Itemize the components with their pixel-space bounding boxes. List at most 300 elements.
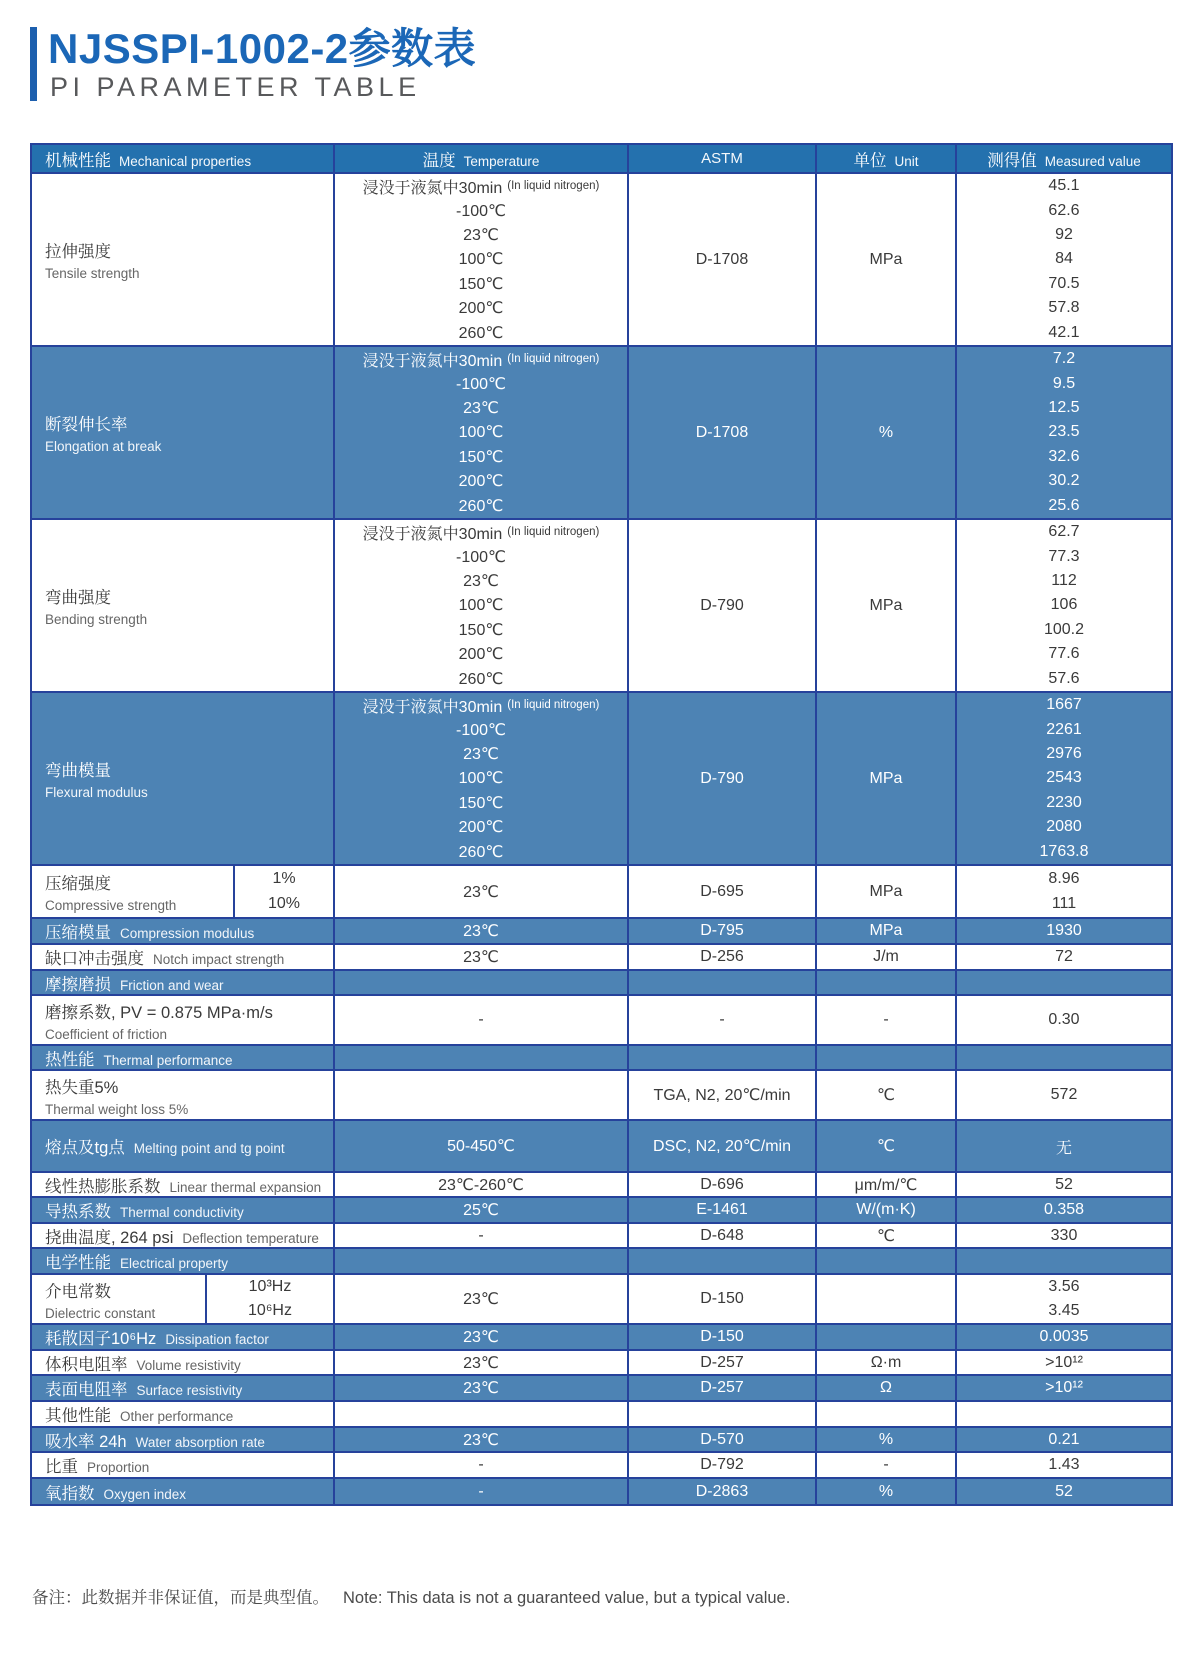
unit-cell (817, 174, 957, 345)
property-cell (32, 971, 335, 994)
measured-value: 3.45 (1048, 1302, 1080, 1319)
measured-value: 3.56 (1048, 1278, 1080, 1295)
property-name-en: Melting point and tg point (133, 1141, 285, 1156)
temperature-line (335, 1351, 627, 1374)
temperature-value: 150℃ (458, 448, 504, 466)
measured-value-cell (957, 1275, 1171, 1323)
property-cell (32, 1249, 335, 1273)
header-zh: 单位 (853, 151, 887, 170)
property-label (45, 1046, 233, 1069)
row-proportion (32, 1453, 1171, 1479)
measured-value: 8.96 (1048, 869, 1080, 887)
temperature-value: 260℃ (458, 497, 504, 515)
astm-value: D-696 (700, 1175, 744, 1193)
temperature-cell (335, 945, 629, 969)
measured-value: 106 (1050, 596, 1078, 614)
measured-value: 32.6 (1048, 447, 1080, 465)
row-linear-thermal-expansion (32, 1173, 1171, 1198)
measured-value: 92 (1055, 226, 1073, 244)
astm-value: D-648 (700, 1226, 744, 1244)
property-name-en: Oxygen index (103, 1486, 187, 1502)
row-coefficient-of-friction (32, 996, 1171, 1046)
temperature-cell (335, 1479, 629, 1504)
unit-value: MPa (869, 922, 903, 939)
property-label (45, 1428, 265, 1451)
temperature-line (335, 420, 627, 444)
property-label (45, 1173, 321, 1196)
row-thermal-conductivity (32, 1198, 1171, 1224)
header-cell-temperature (335, 145, 629, 172)
temperature-value: 200℃ (458, 819, 504, 837)
measured-value: 57.8 (1048, 299, 1080, 317)
temperature-cell (335, 1376, 629, 1400)
row-dissipation-factor (32, 1325, 1171, 1351)
property-cell (32, 1071, 335, 1119)
measured-value: 77.6 (1048, 645, 1080, 663)
temperature-line (335, 544, 627, 568)
property-name-zh: 挠曲温度, 264 psi (45, 1228, 174, 1247)
unit-cell (817, 1402, 957, 1426)
temperature-line (335, 469, 627, 493)
unit-value: - (883, 1456, 889, 1473)
property-cell (32, 1046, 335, 1069)
measured-value: 62.6 (1048, 201, 1080, 219)
sub-condition-value: 1% (272, 869, 296, 887)
property-label (45, 1453, 149, 1477)
astm-value: - (719, 1011, 725, 1028)
temperature-line (335, 667, 627, 691)
temperature-line (335, 321, 627, 345)
row-melting-point (32, 1121, 1171, 1173)
astm-value: D-792 (700, 1456, 744, 1473)
row-section-friction-and-wear (32, 971, 1171, 996)
property-label (45, 1351, 241, 1374)
property-label (45, 1376, 242, 1400)
temperature-line (335, 742, 627, 766)
property-name-zh: 介电常数 (45, 1282, 111, 1301)
footer-note-en: Note: This data is not a guaranteed value, but a typical value. (343, 1589, 791, 1607)
property-label (45, 1224, 319, 1247)
measured-value: 9.5 (1052, 374, 1076, 392)
temperature-value: -100℃ (456, 375, 506, 393)
temperature-cell (335, 1224, 629, 1247)
property-name-en: Compressive strength (45, 898, 177, 913)
measured-value: 2230 (1046, 793, 1082, 811)
temperature-cell (335, 347, 629, 518)
property-cell (32, 1402, 335, 1426)
temperature-cell (335, 1198, 629, 1222)
temperature-line (335, 717, 627, 741)
property-name-zh: 缺口冲击强度 (45, 950, 144, 968)
property-name-zh: 体积电阻率 (45, 1355, 128, 1374)
temperature-value: 200℃ (458, 300, 504, 318)
unit-value: μm/m/℃ (854, 1176, 918, 1194)
parameter-table (30, 143, 1173, 1506)
temperature-line (335, 1325, 627, 1349)
property-name-en: Electrical property (120, 1256, 229, 1271)
temperature-line (335, 1275, 627, 1323)
row-surface-resistivity (32, 1376, 1171, 1402)
measured-value-cell (957, 866, 1171, 917)
astm-cell (629, 945, 817, 969)
astm-value: D-257 (700, 1353, 744, 1371)
temperature-value: 23℃ (463, 949, 499, 966)
temperature-line (335, 396, 627, 420)
temperature-line (335, 174, 627, 198)
sub-condition-column (207, 1275, 333, 1323)
title-texts (48, 27, 476, 101)
temperature-value: 23℃ (463, 1354, 499, 1372)
measured-value-cell (957, 1428, 1171, 1451)
astm-cell (629, 1376, 817, 1400)
footer-note (32, 1584, 790, 1608)
unit-value: J/m (873, 948, 899, 965)
page-subtitle: PI PARAMETER TABLE (50, 72, 421, 103)
measured-value: 52 (1055, 1482, 1073, 1500)
property-cell (32, 1428, 335, 1451)
temperature-cell (335, 996, 629, 1044)
unit-cell (817, 1479, 957, 1504)
temperature-line (335, 247, 627, 271)
astm-value: D-790 (700, 769, 744, 787)
measured-value: 57.6 (1048, 669, 1080, 687)
temperature-value: 23℃ (463, 227, 499, 245)
property-name-zh: 热性能 (45, 1050, 95, 1069)
temperature-cell (335, 1402, 629, 1426)
property-cell (32, 174, 335, 345)
property-cell (32, 996, 335, 1044)
temperature-line (335, 1173, 627, 1196)
temperature-line (335, 371, 627, 395)
unit-cell (817, 919, 957, 943)
temperature-value: 23℃ (463, 923, 499, 940)
property-cell (32, 1351, 335, 1374)
temperature-value: 23℃ (463, 746, 499, 764)
property-name-zh: 压缩模量 (45, 924, 111, 942)
astm-value: D-570 (700, 1430, 744, 1448)
unit-value: MPa (869, 250, 903, 268)
footer-note-zh: 备注：此数据并非保证值，而是典型值。 (32, 1589, 329, 1607)
measured-value: >10¹² (1045, 1379, 1083, 1396)
astm-cell (629, 1402, 817, 1426)
temperature-cell (335, 1046, 629, 1069)
measured-value-cell (957, 1046, 1171, 1069)
property-name-en: Bending strength (45, 612, 148, 627)
unit-cell (817, 1325, 957, 1349)
header-zh: 机械性能 (45, 151, 111, 170)
temperature-line (335, 642, 627, 666)
property-name-zh: 导热系数 (45, 1203, 111, 1221)
property-cell (32, 1121, 335, 1171)
property-cell (32, 1325, 335, 1349)
measured-value: 25.6 (1048, 496, 1080, 514)
unit-cell (817, 520, 957, 691)
astm-value: D-256 (700, 948, 744, 965)
title-block (30, 27, 476, 101)
temperature-value: 23℃ (463, 400, 499, 418)
property-cell (32, 1198, 335, 1222)
property-cell (32, 866, 335, 917)
temperature-cell (335, 174, 629, 345)
row-elongation-at-break (32, 347, 1171, 520)
unit-cell (817, 945, 957, 969)
property-name-zh: 氧指数 (45, 1484, 95, 1503)
measured-value-cell (957, 1325, 1171, 1349)
temperature-value: 23℃ (463, 573, 499, 591)
temperature-value: 50-450℃ (447, 1138, 515, 1155)
temperature-cell (335, 1428, 629, 1451)
measured-value: 7.2 (1052, 350, 1076, 368)
property-name-en: Water absorption rate (135, 1434, 265, 1450)
astm-cell (629, 1198, 817, 1222)
header-en: ASTM (701, 150, 743, 167)
temperature-cell (335, 1173, 629, 1196)
property-name-zh: 拉伸强度 (45, 243, 111, 261)
temperature-cell (335, 1275, 629, 1323)
astm-cell (629, 1224, 817, 1247)
unit-value: % (878, 1430, 894, 1448)
row-section-other-performance (32, 1402, 1171, 1428)
temperature-value: 23℃ (463, 1291, 499, 1308)
measured-value: 112 (1051, 572, 1077, 590)
unit-cell (817, 1121, 957, 1171)
property-name-en: Proportion (87, 1460, 150, 1475)
temperature-line (335, 996, 627, 1044)
header-text (335, 147, 627, 171)
unit-cell (817, 1249, 957, 1273)
row-notch-impact-strength (32, 945, 1171, 971)
astm-cell (629, 1071, 817, 1119)
property-label-part (32, 1275, 207, 1323)
measured-value-cell (957, 347, 1171, 518)
temperature-line (335, 919, 627, 943)
measured-value-cell (957, 1351, 1171, 1374)
header-en: Measured value (1044, 153, 1141, 169)
property-name-en: Other performance (120, 1409, 234, 1424)
row-section-electrical-property (32, 1249, 1171, 1275)
property-cell (32, 347, 335, 518)
temperature-value: - (478, 1456, 484, 1473)
temperature-note: (In liquid nitrogen) (507, 526, 600, 539)
property-label (45, 584, 147, 627)
property-name-en: Coefficient of friction (45, 1026, 168, 1042)
astm-value: D-257 (700, 1379, 744, 1396)
header-en: Unit (894, 153, 919, 169)
temperature-value: -100℃ (456, 548, 506, 566)
header-en: Mechanical properties (119, 153, 252, 169)
temperature-line (335, 1479, 627, 1504)
temperature-cell (335, 1351, 629, 1374)
header-en: Temperature (463, 153, 540, 169)
measured-value-cell (957, 971, 1171, 994)
sub-condition-value: 10⁶Hz (248, 1302, 292, 1319)
measured-value: 45.1 (1048, 177, 1080, 195)
temperature-line (335, 1453, 627, 1477)
measured-value-cell (957, 1249, 1171, 1273)
sub-condition-value: 10³Hz (248, 1278, 292, 1295)
header-zh: 测得值 (987, 151, 1037, 170)
property-label (45, 1074, 188, 1117)
property-label (45, 1278, 205, 1321)
property-name-zh: 电学性能 (45, 1254, 111, 1272)
astm-cell (629, 971, 817, 994)
measured-value-cell (957, 996, 1171, 1044)
unit-value: ℃ (877, 1087, 895, 1104)
measured-value-cell (957, 174, 1171, 345)
measured-value: 2261 (1046, 720, 1082, 738)
temperature-line (335, 866, 627, 917)
property-name-zh: 热失重5% (45, 1078, 119, 1097)
property-name-zh: 弯曲强度 (45, 589, 111, 607)
measured-value-cell (957, 1071, 1171, 1119)
property-name-en: Flexural modulus (45, 785, 148, 800)
temperature-value: 260℃ (458, 670, 504, 688)
property-cell (32, 1479, 335, 1504)
property-label (45, 757, 148, 800)
property-label (45, 1480, 186, 1504)
property-label (45, 1402, 233, 1426)
measured-value: 0.0035 (1039, 1328, 1089, 1345)
astm-cell (629, 520, 817, 691)
measured-value: 1.43 (1048, 1456, 1080, 1473)
unit-cell (817, 1275, 957, 1323)
astm-cell (629, 1275, 817, 1323)
temperature-line (335, 569, 627, 593)
row-section-thermal-performance (32, 1046, 1171, 1071)
unit-value: % (878, 1482, 894, 1500)
measured-value-cell (957, 1402, 1171, 1426)
temperature-value: - (478, 1226, 484, 1244)
header-cell-measured-value (957, 145, 1171, 172)
table-header-row (32, 145, 1171, 174)
temperature-cell (335, 1121, 629, 1171)
row-dielectric-constant (32, 1275, 1171, 1325)
unit-cell (817, 996, 957, 1044)
astm-cell (629, 1428, 817, 1451)
unit-cell (817, 347, 957, 518)
unit-cell (817, 1428, 957, 1451)
measured-value: 无 (1055, 1139, 1072, 1157)
measured-value: 0.358 (1043, 1201, 1085, 1218)
unit-value: W/(m·K) (856, 1201, 916, 1218)
measured-value-cell (957, 919, 1171, 943)
temperature-line (335, 618, 627, 642)
measured-value-cell (957, 945, 1171, 969)
property-cell (32, 1173, 335, 1196)
property-label-part (32, 866, 235, 917)
temperature-line (335, 198, 627, 222)
temperature-line (335, 1224, 627, 1247)
property-name-en: Deflection temperature (182, 1230, 319, 1246)
measured-value: 84 (1055, 250, 1073, 268)
property-name-en: Volume resistivity (136, 1357, 241, 1373)
astm-value: D-150 (700, 1290, 744, 1307)
temperature-value: 200℃ (458, 473, 504, 491)
property-name-en: Dissipation factor (165, 1332, 269, 1347)
measured-value: 70.5 (1048, 274, 1080, 292)
property-label (45, 1249, 228, 1273)
unit-cell (817, 971, 957, 994)
row-deflection-temperature (32, 1224, 1171, 1249)
measured-value: 100.2 (1043, 620, 1085, 638)
astm-value: D-790 (700, 596, 744, 614)
property-label (45, 238, 140, 281)
property-name-en: Thermal performance (103, 1052, 233, 1068)
measured-value: 0.30 (1048, 1011, 1080, 1028)
temperature-line (335, 693, 627, 717)
measured-value-cell (957, 693, 1171, 864)
property-cell (32, 919, 335, 943)
property-cell (32, 945, 335, 969)
temperature-value: 浸没于液氮中30min (362, 698, 503, 716)
unit-cell (817, 1173, 957, 1196)
astm-cell (629, 996, 817, 1044)
measured-value-cell (957, 1453, 1171, 1477)
measured-value: 111 (1051, 895, 1077, 913)
astm-cell (629, 1249, 817, 1273)
temperature-cell (335, 1071, 629, 1119)
property-label (45, 1198, 244, 1222)
header-text (629, 150, 815, 167)
measured-value: 30.2 (1048, 472, 1080, 490)
astm-cell (629, 1453, 817, 1477)
temperature-line (335, 520, 627, 544)
temperature-value: 23℃ (463, 1329, 499, 1346)
page-title: NJSSPI-1002-2参数表 (48, 25, 477, 72)
property-name-zh: 耗散因子10⁶Hz (45, 1330, 157, 1348)
property-name-zh: 熔点及tg点 (45, 1139, 125, 1157)
row-volume-resistivity (32, 1351, 1171, 1376)
measured-value: 2543 (1046, 769, 1082, 787)
temperature-value: 浸没于液氮中30min (362, 525, 503, 543)
unit-value: MPa (869, 596, 903, 614)
property-name-en: Linear thermal expansion (169, 1179, 322, 1195)
astm-value: D-795 (700, 922, 744, 939)
astm-cell (629, 1325, 817, 1349)
property-name-zh: 弯曲模量 (45, 762, 111, 780)
row-oxygen-index (32, 1479, 1171, 1504)
temperature-line (335, 1198, 627, 1222)
property-name-zh: 磨擦系数, PV = 0.875 MPa·m/s (45, 1003, 273, 1022)
temperature-cell (335, 919, 629, 943)
temperature-value: - (478, 1011, 484, 1028)
astm-value: TGA, N2, 20℃/min (653, 1087, 791, 1104)
astm-value: D-150 (700, 1328, 744, 1345)
temperature-line (335, 815, 627, 839)
temperature-value: -100℃ (456, 721, 506, 739)
measured-value: 1667 (1046, 696, 1082, 714)
unit-cell (817, 1224, 957, 1247)
table-body (32, 174, 1171, 1504)
measured-value-cell (957, 520, 1171, 691)
property-name-zh: 表面电阻率 (45, 1381, 128, 1399)
header-text (957, 147, 1171, 171)
astm-cell (629, 866, 817, 917)
property-label (45, 919, 254, 943)
property-cell (32, 1224, 335, 1247)
temperature-value: 浸没于液氮中30min (362, 352, 503, 370)
astm-cell (629, 347, 817, 518)
property-name-en: Thermal weight loss 5% (45, 1101, 189, 1117)
temperature-cell (335, 971, 629, 994)
measured-value: 0.21 (1048, 1430, 1080, 1448)
row-compression-modulus (32, 919, 1171, 945)
measured-value: 12.5 (1048, 399, 1080, 417)
astm-cell (629, 1121, 817, 1171)
temperature-line (335, 445, 627, 469)
measured-value: 23.5 (1048, 423, 1080, 441)
temperature-line (335, 272, 627, 296)
